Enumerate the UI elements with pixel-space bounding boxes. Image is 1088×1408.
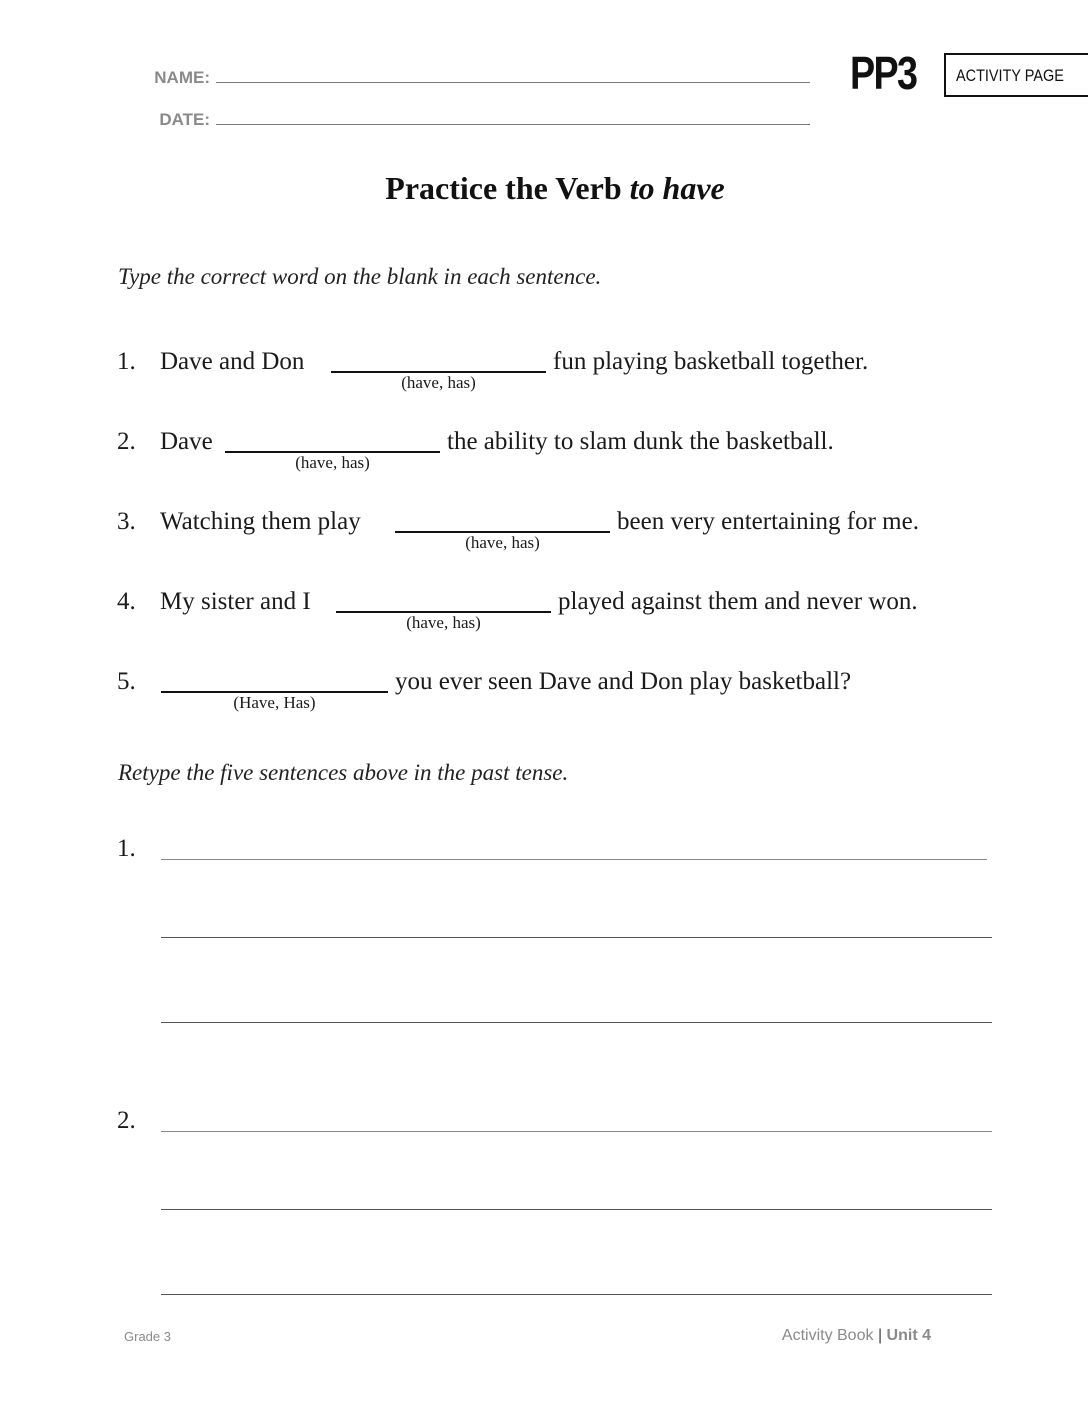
answer-1-line-3[interactable] — [161, 1022, 992, 1023]
question-4-before: My sister and I — [160, 588, 311, 615]
question-1-after: fun playing basketball together. — [553, 348, 869, 375]
answer-2-number: 2. — [117, 1107, 136, 1134]
answer-1-number: 1. — [117, 835, 136, 862]
date-field-line[interactable] — [216, 124, 810, 125]
title-main: Practice the Verb — [385, 170, 630, 206]
question-5-after: you ever seen Dave and Don play basketball? — [395, 668, 852, 695]
question-5-number: 5. — [117, 668, 136, 695]
answer-2-line-3[interactable] — [161, 1294, 992, 1295]
question-3-number: 3. — [117, 508, 136, 535]
answer-1-line-2[interactable] — [161, 937, 992, 938]
question-2-after: the ability to slam dunk the basketball. — [447, 428, 834, 455]
footer-unit: Unit 4 — [886, 1327, 931, 1344]
title-italic: to have — [629, 170, 725, 206]
question-4-hint: (have, has) — [406, 613, 481, 632]
date-label: DATE: — [159, 110, 210, 129]
question-5-hint: (Have, Has) — [233, 693, 316, 712]
name-label: NAME: — [154, 68, 210, 87]
footer-book: Activity Book — [781, 1327, 874, 1344]
footer-book-unit — [782, 1327, 931, 1345]
question-3-after: been very entertaining for me. — [617, 508, 919, 535]
page-title — [0, 170, 1088, 207]
question-2-hint: (have, has) — [295, 453, 370, 472]
question-2-number: 2. — [117, 428, 136, 455]
footer-separator: | — [877, 1327, 883, 1344]
instruction-fill-blank: Type the correct word on the blank in each sentence. — [118, 264, 602, 289]
question-3-hint: (have, has) — [465, 533, 540, 552]
page-code: PP3 — [850, 47, 917, 99]
answer-1-line-1[interactable] — [161, 859, 987, 860]
name-field-line[interactable] — [216, 82, 810, 83]
question-4-after: played against them and never won. — [558, 588, 918, 615]
question-1-hint: (have, has) — [401, 373, 476, 392]
footer-grade: Grade 3 — [124, 1329, 171, 1344]
question-3-before: Watching them play — [160, 508, 361, 535]
question-4-number: 4. — [117, 588, 136, 615]
instruction-past-tense: Retype the five sentences above in the past tense. — [118, 760, 569, 785]
activity-page-label: ACTIVITY PAGE — [956, 66, 1064, 85]
answer-2-line-1[interactable] — [161, 1131, 992, 1132]
question-1-before: Dave and Don — [160, 348, 305, 375]
activity-page-box — [944, 53, 1088, 97]
answer-2-line-2[interactable] — [161, 1209, 992, 1210]
question-1-number: 1. — [117, 348, 136, 375]
question-2-before: Dave — [160, 428, 213, 455]
